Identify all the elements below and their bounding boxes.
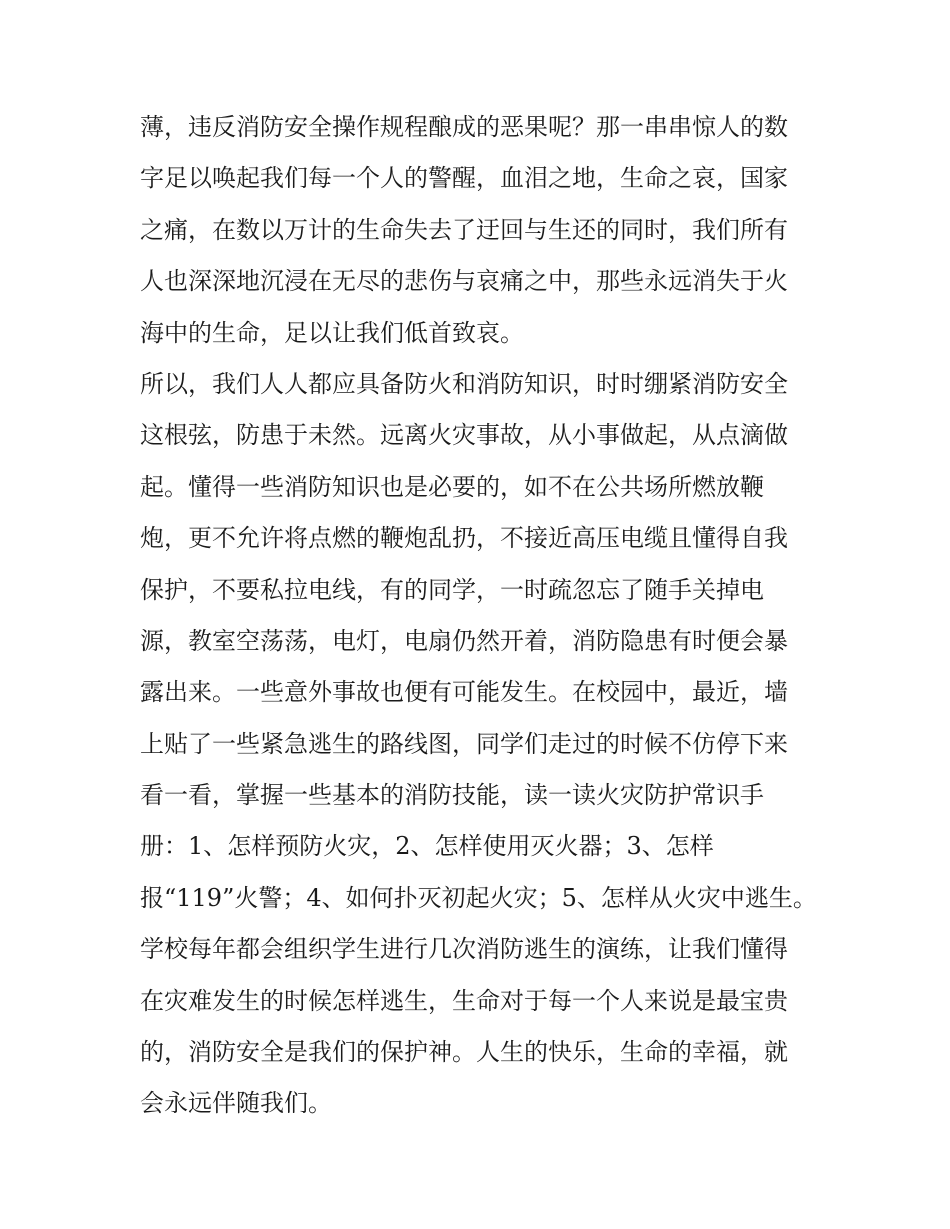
- text-line-20: 会永远伴随我们。: [140, 1089, 332, 1118]
- text-line-3: 之痛，在数以万计的生命失去了迂回与生还的同时，我们所有: [140, 215, 788, 244]
- text-line-8: 起。懂得一些消防知识也是必要的，如不在公共场所燃放鞭: [140, 472, 764, 501]
- text-line-15: 册：1、怎样预防火灾，2、怎样使用灭火器；3、怎样: [140, 832, 714, 861]
- text-line-5: 海中的生命，足以让我们低首致哀。: [140, 318, 524, 347]
- text-line-17: 学校每年都会组织学生进行几次消防逃生的演练，让我们懂得: [140, 935, 788, 964]
- text-line-9: 炮，更不允许将点燃的鞭炮乱扔，不接近高压电缆且懂得自我: [140, 524, 788, 553]
- text-line-4: 人也深深地沉浸在无尽的悲伤与哀痛之中，那些永远消失于火: [140, 267, 788, 296]
- text-line-19: 的，消防安全是我们的保护神。人生的快乐，生命的幸福，就: [140, 1038, 788, 1067]
- text-line-13: 上贴了一些紧急逃生的路线图，同学们走过的时候不仿停下来: [140, 729, 788, 758]
- text-line-10: 保护，不要私拉电线，有的同学，一时疏忽忘了随手关掉电: [140, 575, 764, 604]
- text-line-18: 在灾难发生的时候怎样逃生，生命对于每一个人来说是最宝贵: [140, 986, 788, 1015]
- text-line-7: 这根弦，防患于未然。远离火灾事故，从小事做起，从点滴做: [140, 421, 788, 450]
- text-line-14: 看一看，掌握一些基本的消防技能，读一读火灾防护常识手: [140, 781, 764, 810]
- text-line-2: 字足以唤起我们每一个人的警醒，血泪之地，生命之哀，国家: [140, 164, 788, 193]
- text-line-12: 露出来。一些意外事故也便有可能发生。在校园中，最近，墙: [140, 678, 788, 707]
- text-line-6: 所以，我们人人都应具备防火和消防知识，时时绷紧消防安全: [140, 369, 788, 398]
- text-line-11: 源，教室空荡荡，电灯，电扇仍然开着，消防隐患有时便会暴: [140, 626, 788, 655]
- text-line-16: 报“119”火警；4、如何扑灭初起火灾；5、怎样从火灾中逃生。: [140, 883, 817, 912]
- text-line-1: 薄，违反消防安全操作规程酿成的恶果呢？那一串串惊人的数: [140, 113, 788, 141]
- body-text: [140, 102, 820, 1130]
